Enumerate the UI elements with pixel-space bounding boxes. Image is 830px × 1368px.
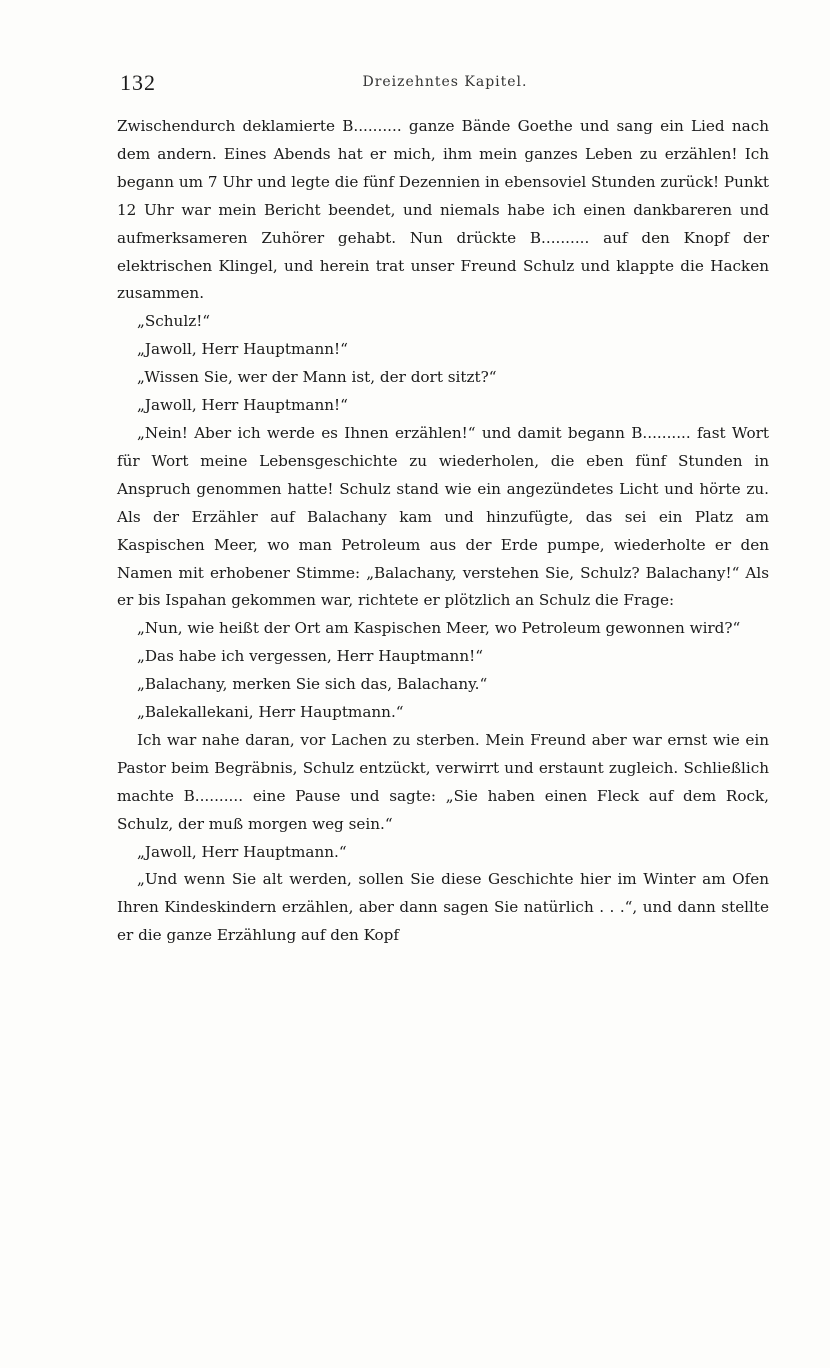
page-number: 132 (120, 70, 156, 95)
paragraph: „Jawoll, Herr Hauptmann!“ (137, 396, 348, 415)
paragraph: „Schulz!“ (137, 312, 211, 331)
paragraph: „Nein! Aber ich werde es Ihnen erzählen!“ und damit begann B.......... fast Wort für Wort meine Lebensgeschichte zu wiederholen, die eben fünf Stunden in Anspruch genommen hatte! Schulz stand wie ein angezündetes Licht und hörte zu. Als der Erzähler auf Balachany kam und hinzufügte, das sei ein Platz am Kaspischen Meer, wo man Petroleum aus der Erde pumpe, wiederholte er den Namen mit erhobener Stimme: „Balachany, verstehen Sie, Schulz? Balachany!“ Als er bis Ispahan gekommen war, richtete er plötzlich an Schulz die Frage: (117, 423, 769, 610)
paragraph: „Balekallekani, Herr Hauptmann.“ (137, 703, 404, 722)
paragraph: „Balachany, merken Sie sich das, Balachany.“ (137, 675, 488, 694)
paragraph: Zwischendurch deklamierte B.......... ganze Bände Goethe und sang ein Lied nach dem andern. Eines Abends hat er mich, ihm mein ganzes Leben zu erzählen! Ich begann um 7 Uhr und legte die fünf Dezennien in ebensoviel Stunden zurück! Punkt 12 Uhr war mein Bericht beendet, und niemals habe ich einen dankbareren und aufmerksameren Zuhörer gehabt. Nun drückte B.......... auf den Knopf der elektrischen Klingel, und herein trat unser Freund Schulz und klappte die Hacken zusammen. (117, 117, 769, 303)
paragraph: „Das habe ich vergessen, Herr Hauptmann!“ (137, 647, 483, 666)
paragraph: „Jawoll, Herr Hauptmann.“ (137, 842, 347, 861)
body-text (117, 113, 769, 950)
paragraph: Ich war nahe daran, vor Lachen zu sterben. Mein Freund aber war ernst wie ein Pastor beim Begräbnis, Schulz entzückt, verwirrt und erstaunt zugleich. Schließlich machte B.......... eine Pause und sagte: „Sie haben einen Fleck auf dem Rock, Schulz, der muß morgen weg sein.“ (117, 730, 769, 833)
running-title: Dreizehntes Kapitel. (362, 74, 528, 90)
paragraph: „Jawoll, Herr Hauptmann!“ (137, 340, 348, 359)
paragraph: „Und wenn Sie alt werden, sollen Sie diese Geschichte hier im Winter am Ofen Ihren Kindeskindern erzählen, aber dann sagen Sie natürlich . . .“, und dann stellte er die ganze Erzählung auf den Kopf (117, 870, 769, 945)
paragraph: „Wissen Sie, wer der Mann ist, der dort sitzt?“ (137, 368, 497, 387)
page-header (120, 70, 770, 100)
paragraph: „Nun, wie heißt der Ort am Kaspischen Meer, wo Petroleum gewonnen wird?“ (137, 619, 741, 638)
